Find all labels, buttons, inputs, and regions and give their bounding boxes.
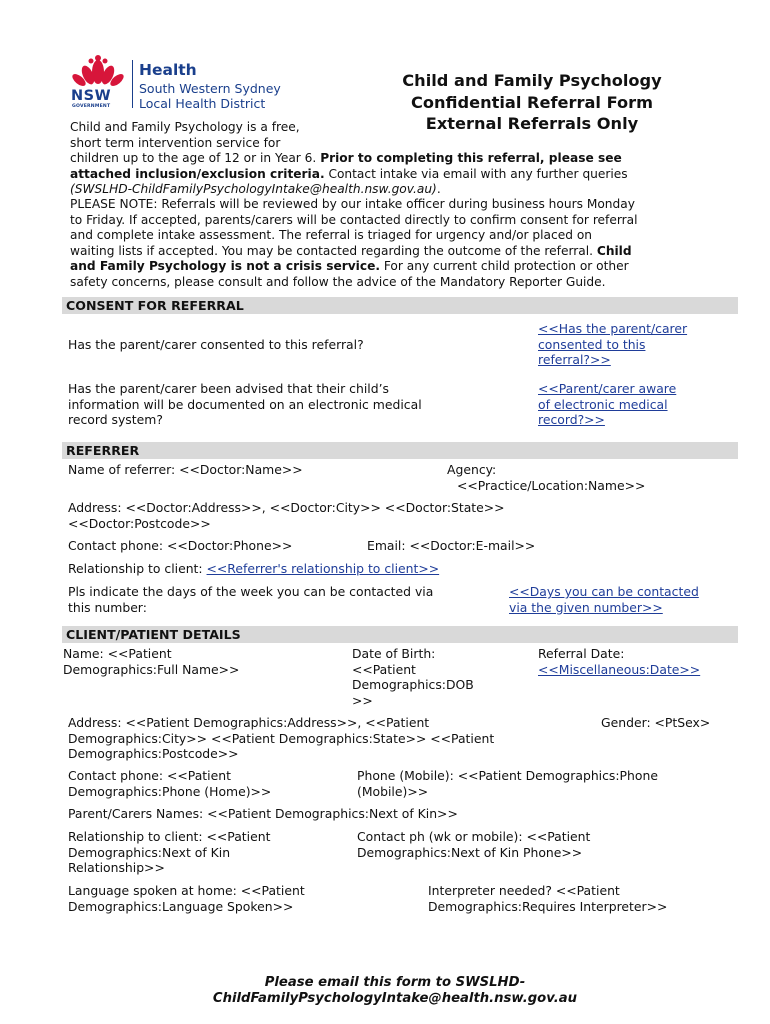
- intro-line: [70, 167, 750, 183]
- note-line: PLEASE NOTE: Referrals will be reviewed by our intake officer during business hours Monday: [70, 197, 635, 211]
- client-dob-line: Demographics:DOB: [352, 677, 474, 692]
- referral-date-label: Referral Date:: [538, 646, 625, 661]
- client-phone-line: Contact phone: <<Patient: [68, 768, 231, 783]
- logo-health: Health: [139, 61, 197, 79]
- referral-date: [538, 646, 700, 677]
- logo-government: GOVERNMENT: [72, 104, 111, 109]
- kin-contact-line: Contact ph (wk or mobile): <<Patient: [357, 829, 591, 844]
- footer-email-instruction: [150, 975, 640, 1006]
- client-gender: Gender: <PtSex>: [601, 715, 711, 730]
- referrer-days-question: [68, 584, 433, 615]
- consent-question-2-line: Has the parent/carer been advised that their child’s: [68, 381, 389, 396]
- kin-relationship-line: Relationship to client: <<Patient: [68, 829, 271, 844]
- note-line: safety concerns, please consult and follow the advice of the Mandatory Reporter Guide.: [70, 274, 606, 289]
- client-dob-line: >>: [352, 692, 373, 708]
- days-field-line: via the given number>>: [509, 599, 663, 615]
- consent-answer-1-field[interactable]: [538, 321, 687, 368]
- title-line2: Confidential Referral Form: [411, 92, 653, 112]
- consent-section-heading: CONSENT FOR REFERRAL: [62, 297, 738, 314]
- client-mobile-phone: [357, 768, 658, 799]
- kin-relationship: [68, 829, 270, 876]
- title-line3: External Referrals Only: [425, 114, 639, 133]
- days-question-line: Pls indicate the days of the week you can be contacted via: [68, 584, 434, 599]
- waratah-flower-icon: [70, 54, 126, 90]
- note-bold-text: Child: [596, 243, 632, 258]
- referrer-address: [68, 500, 505, 531]
- referrer-address-line: Address: <<Doctor:Address>>, <<Doctor:City>> <<Doctor:State>>: [68, 500, 505, 515]
- relationship-field[interactable]: <<Referrer's relationship to client>>: [206, 561, 440, 576]
- client-dob-line: <<Patient: [352, 661, 416, 677]
- days-field-line: <<Days you can be contacted: [509, 584, 699, 599]
- referrer-agency: [447, 462, 645, 493]
- intake-email: (SWSLHD-ChildFamilyPsychologyIntake@health.nsw.gov.au): [70, 182, 437, 196]
- referral-date-field[interactable]: <<Miscellaneous:Date>>: [538, 661, 701, 677]
- consent-answer-1-line: <<Has the parent/carer: [538, 321, 688, 336]
- client-name-line: Demographics:Full Name>>: [63, 661, 240, 677]
- intro-text: Contact intake via email with any further queries: [324, 166, 628, 181]
- referrer-relationship: [68, 561, 439, 577]
- client-mobile-line: Phone (Mobile): <<Patient Demographics:Phone: [357, 768, 658, 783]
- footer-line: Please email this form to SWSLHD-: [264, 975, 526, 990]
- client-name-line: Name: <<Patient: [63, 646, 172, 661]
- referrer-phone: Contact phone: <<Doctor:Phone>>: [68, 538, 293, 553]
- logo-divider: [132, 60, 133, 108]
- kin-relationship-line: Relationship>>: [68, 860, 165, 875]
- days-question-line: this number:: [68, 599, 147, 615]
- client-address-line: Demographics:City>> <<Patient Demographics:State>> <<Patient: [68, 730, 495, 746]
- consent-answer-2-field[interactable]: [538, 381, 676, 428]
- language-line: Demographics:Language Spoken>>: [68, 898, 294, 914]
- consent-question-1: Has the parent/carer consented to this referral?: [68, 337, 364, 352]
- client-section-heading: CLIENT/PATIENT DETAILS: [62, 626, 738, 643]
- title-line1: Child and Family Psychology: [402, 71, 662, 90]
- intro-paragraph: [70, 120, 750, 198]
- intro-line: [70, 182, 750, 198]
- consent-question-2: [68, 381, 422, 428]
- consent-answer-2-line: <<Parent/carer aware: [538, 381, 677, 396]
- referrer-email: Email: <<Doctor:E-mail>>: [367, 538, 536, 553]
- intro-bold-text: attached inclusion/exclusion criteria.: [70, 166, 325, 181]
- note-line: [70, 259, 750, 275]
- client-contact-phone: [68, 768, 271, 799]
- footer-line: ChildFamilyPsychologyIntake@health.nsw.gov.au: [212, 991, 578, 1006]
- agency-label: Agency:: [447, 462, 497, 477]
- note-line: [70, 244, 750, 260]
- client-phone-line: Demographics:Phone (Home)>>: [68, 783, 272, 799]
- client-mobile-line: (Mobile)>>: [357, 783, 429, 799]
- kin-relationship-line: Demographics:Next of Kin: [68, 844, 231, 860]
- consent-answer-2-line: record?>>: [538, 412, 605, 427]
- referrer-name: Name of referrer: <<Doctor:Name>>: [68, 462, 303, 477]
- agency-value: <<Practice/Location:Name>>: [457, 477, 646, 493]
- interpreter-line: Interpreter needed? <<Patient: [428, 883, 620, 898]
- interpreter-needed: [428, 883, 667, 914]
- client-name: [63, 646, 239, 677]
- consent-question-2-line: record system?: [68, 412, 163, 427]
- note-text: waiting lists if accepted. You may be contacted regarding the outcome of the referral.: [70, 243, 597, 258]
- consent-question-2-line: information will be documented on an electronic medical: [68, 396, 422, 412]
- client-address: [68, 715, 494, 762]
- intro-line: Child and Family Psychology is a free,: [70, 120, 300, 134]
- logo-district-line2: Local Health District: [139, 96, 266, 111]
- interpreter-line: Demographics:Requires Interpreter>>: [428, 898, 668, 914]
- intro-line: [70, 151, 750, 167]
- referrer-section-heading: REFERRER: [62, 442, 738, 459]
- client-dob-line: Date of Birth:: [352, 646, 436, 661]
- relationship-label: Relationship to client:: [68, 561, 207, 576]
- consent-answer-2-line: of electronic medical: [538, 396, 668, 412]
- logo-district-line1: South Western Sydney: [139, 81, 281, 96]
- note-line: to Friday. If accepted, parents/carers will be contacted directly to confirm consent for referral: [70, 212, 638, 227]
- client-address-line: Address: <<Patient Demographics:Address>>, <<Patient: [68, 715, 430, 730]
- logo-nsw: NSW: [71, 88, 112, 104]
- language-line: Language spoken at home: <<Patient: [68, 883, 305, 898]
- days-contactable-field[interactable]: [509, 584, 699, 615]
- intro-text: .: [436, 182, 441, 196]
- client-dob: [352, 646, 474, 708]
- intro-line: short term intervention service for: [70, 135, 281, 150]
- kin-contact-phone: [357, 829, 590, 860]
- intro-text: children up to the age of 12 or in Year 6.: [70, 151, 321, 165]
- language-spoken: [68, 883, 305, 914]
- consent-answer-1-line: referral?>>: [538, 352, 611, 367]
- referrer-address-line: <<Doctor:Postcode>>: [68, 515, 211, 531]
- parent-carers-names: Parent/Carers Names: <<Patient Demographics:Next of Kin>>: [68, 806, 458, 821]
- kin-contact-line: Demographics:Next of Kin Phone>>: [357, 844, 583, 860]
- note-line: and complete intake assessment. The referral is triaged for urgency and/or placed on: [70, 228, 593, 242]
- client-address-line: Demographics:Postcode>>: [68, 746, 239, 761]
- please-note-paragraph: [70, 197, 750, 290]
- consent-answer-1-line: consented to this: [538, 336, 646, 352]
- note-bold-text: and Family Psychology is not a crisis service.: [70, 259, 380, 273]
- intro-bold-text: Prior to completing this referral, please see: [320, 151, 622, 165]
- note-text: For any current child protection or other: [379, 259, 629, 273]
